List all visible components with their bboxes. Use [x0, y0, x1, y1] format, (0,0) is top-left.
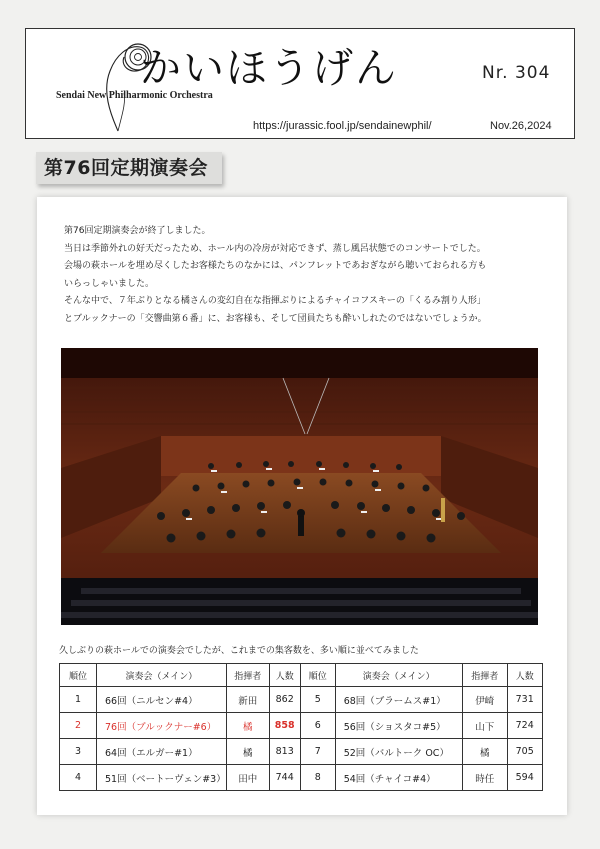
conductor-cell: 時任 — [462, 765, 507, 791]
orchestra-name: Sendai New Philharmonic Orchestra — [56, 90, 213, 101]
intro-line: 第76回定期演奏会が終了しました。 — [64, 226, 211, 236]
concert-cell: 68回（ブラームス#1） — [335, 687, 462, 713]
section-title: 第76回定期演奏会 — [36, 152, 222, 184]
count-cell: 744 — [269, 765, 300, 791]
header-rank: 順位 — [60, 664, 97, 687]
attendance-table — [59, 663, 543, 791]
count-cell-highlighted: 858 — [269, 713, 300, 739]
concert-cell: 54回（チャイコ#4） — [335, 765, 462, 791]
intro-line: 会場の萩ホールを埋め尽くしたお客様たちのなかには、パンフレットであおぎながら聴いておられる方も — [64, 261, 487, 271]
rank-cell: 1 — [60, 687, 97, 713]
article-card — [37, 197, 567, 815]
rank-cell-highlighted: 2 — [60, 713, 97, 739]
header-conductor: 指揮者 — [462, 664, 507, 687]
count-cell: 724 — [507, 713, 542, 739]
conductor-cell: 伊崎 — [462, 687, 507, 713]
table-row — [60, 765, 543, 791]
conductor-cell: 橘 — [226, 739, 269, 765]
rank-cell: 4 — [60, 765, 97, 791]
header-count: 人数 — [269, 664, 300, 687]
intro-line: いらっしゃいました。 — [64, 278, 155, 289]
rank-cell: 5 — [300, 687, 335, 713]
count-cell: 731 — [507, 687, 542, 713]
intro-line: 当日は季節外れの好天だったため、ホール内の冷房が対応できず、蒸し風呂状態でのコンサートでした。 — [64, 243, 486, 254]
conductor-cell-highlighted: 橘 — [226, 713, 269, 739]
concert-cell: 66回（ニルセン#4） — [97, 687, 227, 713]
concert-cell-highlighted: 76回（ブルックナー#6） — [97, 713, 227, 739]
conductor-cell: 橘 — [462, 739, 507, 765]
concert-cell: 52回（バルトーク OC） — [335, 739, 462, 765]
concert-cell: 51回（ベートーヴェン#3） — [97, 765, 227, 791]
header-count: 人数 — [507, 664, 542, 687]
header-rank: 順位 — [300, 664, 335, 687]
count-cell: 705 — [507, 739, 542, 765]
intro-line: とブルックナーの「交響曲第６番」に、お客様も、そして団員たちも酔いしれたのではないでしょうか。 — [64, 313, 487, 324]
rank-cell: 8 — [300, 765, 335, 791]
count-cell: 813 — [269, 739, 300, 765]
intro-text — [64, 223, 554, 328]
rank-cell: 7 — [300, 739, 335, 765]
table-row — [60, 687, 543, 713]
rank-cell: 3 — [60, 739, 97, 765]
concert-cell: 64回（エルガー#1） — [97, 739, 227, 765]
count-cell: 594 — [507, 765, 542, 791]
intro-line: そんな中で、７年ぶりとなる橘さんの変幻自在な指揮ぶりによるチャイコフスキーの「くるみ割り人形」 — [64, 296, 486, 306]
header-concert: 演奏会（メイン） — [97, 664, 227, 687]
issue-date: Nov.26,2024 — [490, 120, 552, 132]
header-concert: 演奏会（メイン） — [335, 664, 462, 687]
count-cell: 862 — [269, 687, 300, 713]
concert-hall-illustration — [61, 348, 538, 625]
table-row — [60, 739, 543, 765]
table-header-row — [60, 664, 543, 687]
rank-cell: 6 — [300, 713, 335, 739]
conductor-cell: 山下 — [462, 713, 507, 739]
orchestra-concert-photo — [61, 348, 538, 625]
website-url[interactable]: https://jurassic.fool.jp/sendainewphil/ — [253, 120, 432, 132]
conductor-cell: 田中 — [226, 765, 269, 791]
table-caption: 久しぶりの萩ホールでの演奏会でしたが、これまでの集客数を、多い順に並べてみました — [59, 646, 419, 656]
masthead — [25, 28, 575, 139]
table-row — [60, 713, 543, 739]
issue-number: Nr. 304 — [482, 63, 551, 83]
concert-cell: 56回（ショスタコ#5） — [335, 713, 462, 739]
header-conductor: 指揮者 — [226, 664, 269, 687]
newsletter-title: かいほうげん — [140, 44, 398, 92]
conductor-cell: 新田 — [226, 687, 269, 713]
